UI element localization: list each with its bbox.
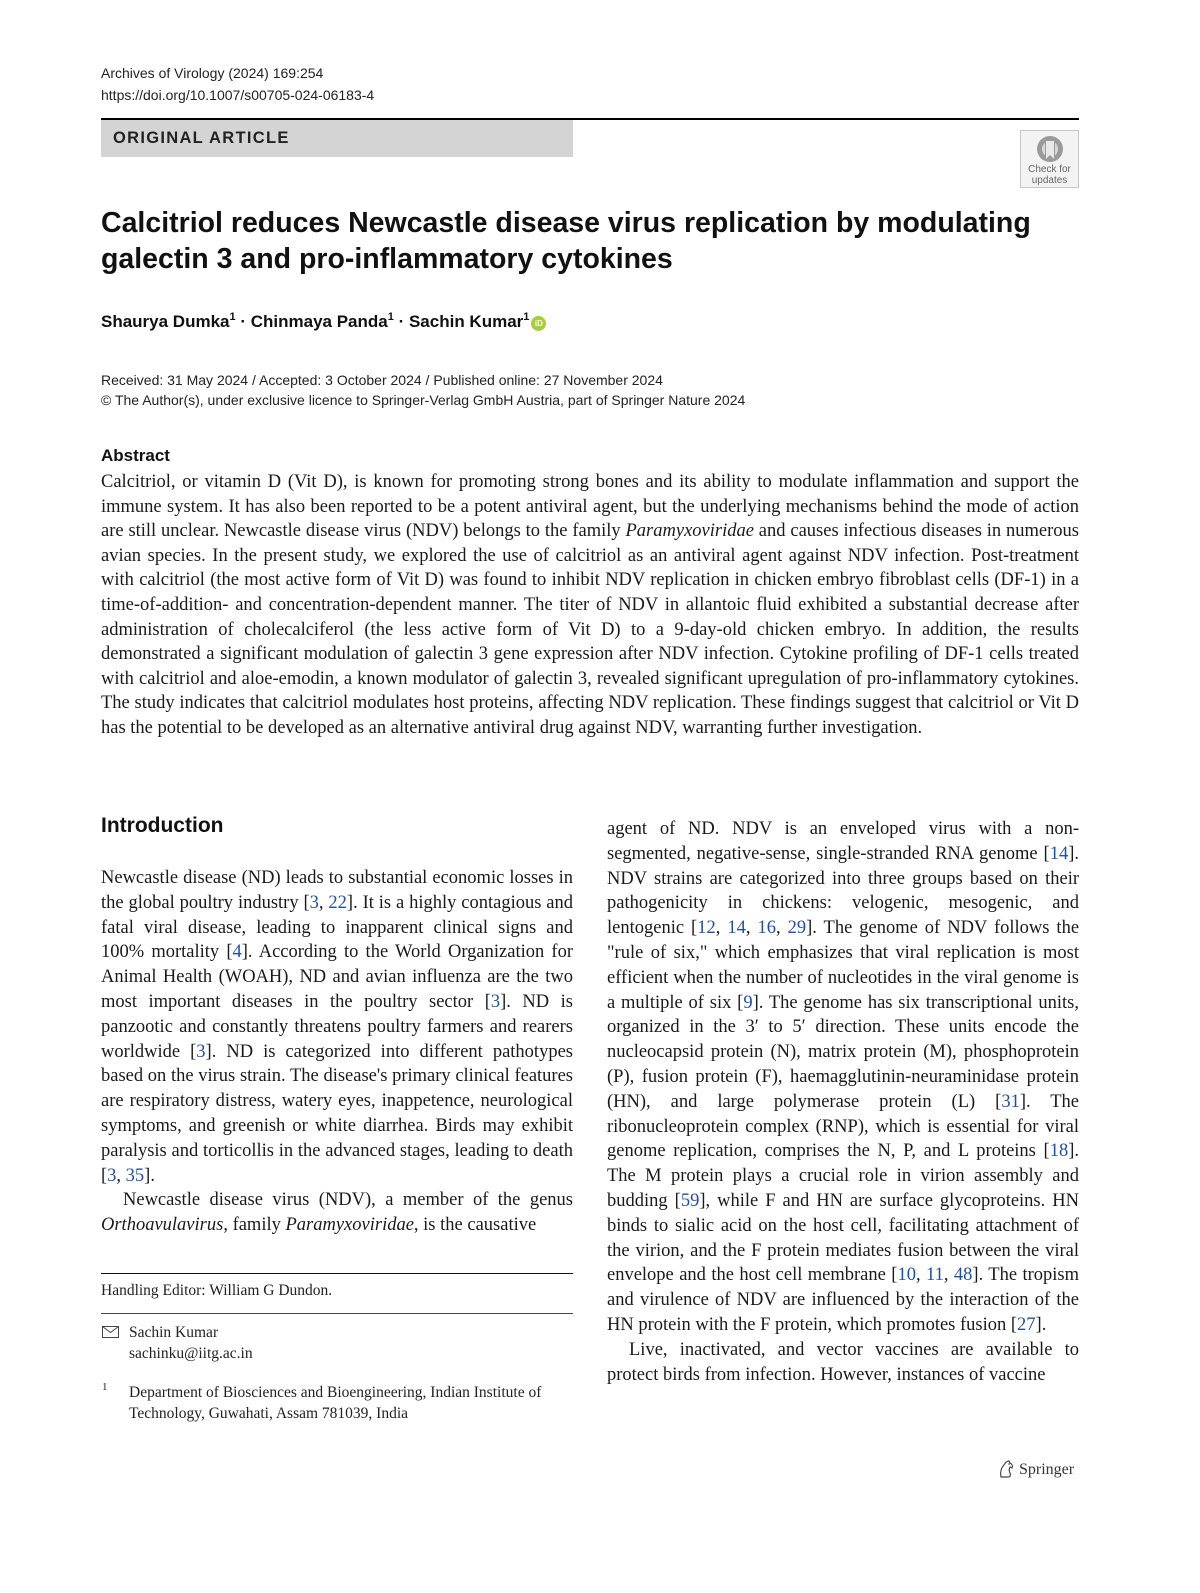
- citation-link[interactable]: 35: [125, 1165, 145, 1186]
- footnote-rule: [101, 1273, 573, 1274]
- journal-citation: Archives of Virology (2024) 169:254: [101, 65, 324, 81]
- body-column-right: [607, 817, 1079, 1387]
- citation-link[interactable]: 18: [1049, 1141, 1069, 1162]
- check-for-updates-label: Check for updates: [1028, 164, 1071, 186]
- citation-link[interactable]: 11: [926, 1265, 944, 1286]
- intro-paragraph: Newcastle disease (ND) leads to substantial economic losses in the global poultry industry [3, 22]. It is a highly contagious and fatal viral disease, leading to inapparent clinical signs and 100% mortality [4]. According to the World Organization for Animal Health (WOAH), ND and avian influenza are the two most important diseases in the poultry sector [3]. ND is panzootic and constantly threatens poultry farmers and rearers worldwide [3]. ND is categorized into different pathotypes based on the virus strain. The disease's primary clinical features are respiratory distress, watery eyes, inappetence, neurological symptoms, and greenish or white diarrhea. Birds may exhibit paralysis and torticollis in the advanced stages, leading to death [3, 35].: [101, 868, 574, 1186]
- author-affiliation-mark: 1: [523, 311, 530, 323]
- check-for-updates-icon: [1035, 134, 1065, 164]
- abstract-text: Calcitriol, or vitamin D (Vit D), is known for promoting strong bones and its ability to modulate inflammation and support the immune system. It has also been reported to be a potent antiviral agent, but the underlying mechanisms behind the mode of action are still unclear. Newcastle disease virus (NDV) belongs to the family Paramyxoviridae and causes infectious diseases in numerous avian species. In the present study, we explored the use of calcitriol as an antiviral agent against NDV infection. Post-treatment with calcitriol (the most active form of Vit D) was found to inhibit NDV replication in chicken embryo fibroblast cells (DF-1) in a time-of-addition- and concentration-dependent manner. The titer of NDV in allantoic fluid exhibited a substantial decrease after administration of cholecalciferol (the less active form of Vit D) to a 9-day-old chicken embryo. In addition, the results demonstrated a significant modulation of galectin 3 gene expression after NDV infection. Cytokine profiling of DF-1 cells treated with calcitriol and aloe-emodin, a known modulator of galectin 3, revealed significant upregulation of pro-inflammatory cytokines. The study indicates that calcitriol modulates host proteins, affecting NDV replication. These findings suggest that calcitriol or Vit D has the potential to be developed as an alternative antiviral drug against NDV, warranting further investigation.: [101, 472, 1079, 738]
- corresponding-author-name: Sachin Kumar: [129, 1324, 219, 1341]
- dates-line: Received: 31 May 2024 / Accepted: 3 October 2024 / Published online: 27 November 2024: [101, 372, 663, 388]
- introduction-heading: Introduction: [101, 814, 224, 837]
- body-column-left: [101, 866, 573, 1238]
- author-affiliation-mark: 1: [387, 311, 394, 323]
- affiliation-number: 1: [102, 1381, 108, 1393]
- author-list: [101, 311, 546, 332]
- citation-link[interactable]: 14: [727, 918, 746, 939]
- author-name[interactable]: Shaurya Dumka: [101, 312, 230, 331]
- orcid-icon[interactable]: iD: [531, 316, 546, 331]
- citation-link[interactable]: 10: [897, 1265, 916, 1286]
- citation-link[interactable]: 9: [743, 992, 753, 1013]
- citation-link[interactable]: 48: [953, 1265, 973, 1286]
- intro-paragraph-part: Newcastle disease virus (NDV), a member of the genus Orthoavulavirus, family Paramyxoviridae, is the causative: [101, 1190, 573, 1236]
- copyright-line: © The Author(s), under exclusive licence to Springer-Verlag GmbH Austria, part of Springer Nature 2024: [101, 392, 746, 408]
- corresponding-author-email[interactable]: sachinku@iitg.ac.in: [129, 1345, 253, 1362]
- intro-paragraph: Live, inactivated, and vector vaccines are available to protect birds from infection. However, instances of vaccine: [607, 1339, 1079, 1385]
- intro-paragraph-continued: [607, 817, 1079, 1338]
- author-separator: ·: [393, 312, 409, 331]
- intro-paragraph-part: agent of ND. NDV is an enveloped virus with a non-segmented, negative-sense, single-stranded RNA genome [14]. NDV strains are categorized into three groups based on their pathogenicity in chickens: velogenic, mesogenic, and lentogenic [12, 14, 16, 29]. The genome of NDV follows the "rule of six," which emphasizes that viral replication is most efficient when the number of nucleotides in the viral genome is a multiple of six [9]. The genome has six transcriptional units, organized in the 3′ to 5′ direction. These units encode the nucleocapsid protein (N), matrix protein (M), phosphoprotein (P), fusion protein (F), haemagglutinin-neuraminidase protein (HN), and large polymerase protein (L) [31]. The ribonucleoprotein complex (RNP), which is essential for viral genome replication, comprises the N, P, and L proteins [18]. The M protein plays a crucial role in virion assembly and budding [59], while F and HN are surface glycoproteins. HN binds to sialic acid on the host cell, facilitating attachment of the virion, and the F protein mediates fusion between the viral envelope and the host cell membrane [10, 11, 48]. The tropism and virulence of NDV are influenced by the interaction of the HN protein with the F protein, which promotes fusion [27].: [607, 819, 1080, 1335]
- author-affiliation-mark: 1: [229, 311, 236, 323]
- envelope-icon: [102, 1326, 119, 1338]
- author-separator: ·: [235, 312, 251, 331]
- springer-horse-icon: [996, 1459, 1016, 1479]
- citation-link[interactable]: 29: [787, 918, 807, 939]
- article-title: Calcitriol reduces Newcastle disease virus replication by modulating galectin 3 and pro-inflammatory cytokines: [101, 207, 1031, 275]
- publisher-name: Springer: [1019, 1461, 1075, 1478]
- doi-link[interactable]: https://doi.org/10.1007/s00705-024-06183-4: [101, 87, 375, 103]
- citation-link[interactable]: 59: [680, 1190, 700, 1211]
- publication-dates: [101, 370, 745, 410]
- citation-link[interactable]: 3: [107, 1165, 117, 1186]
- citation-link[interactable]: 27: [1017, 1314, 1036, 1335]
- check-for-updates-button[interactable]: [1020, 130, 1079, 188]
- footnote-rule: [101, 1313, 573, 1314]
- citation-link[interactable]: 31: [1001, 1091, 1020, 1112]
- citation-link[interactable]: 16: [757, 918, 776, 939]
- citation-link[interactable]: 14: [1049, 843, 1069, 864]
- intro-paragraph: [101, 1188, 573, 1238]
- citation-link[interactable]: 3: [196, 1041, 206, 1062]
- journal-header: [101, 62, 374, 106]
- author-name[interactable]: Sachin Kumar: [408, 312, 524, 331]
- article-type-band: [101, 120, 573, 157]
- abstract-heading: Abstract: [101, 446, 170, 465]
- article-type-label: ORIGINAL ARTICLE: [113, 129, 290, 147]
- affiliation-text: Department of Biosciences and Bioengineering, Indian Institute of Technology, Guwahati, Assam 781039, India: [129, 1384, 542, 1422]
- author-name[interactable]: Chinmaya Panda: [250, 312, 388, 331]
- citation-link[interactable]: 3: [490, 991, 501, 1012]
- citation-link[interactable]: 3: [309, 892, 319, 913]
- citation-link[interactable]: 12: [697, 918, 716, 939]
- publisher-logo: [996, 1459, 1074, 1479]
- corresponding-author: [129, 1322, 253, 1364]
- citation-link[interactable]: 4: [232, 942, 242, 963]
- citation-link[interactable]: 22: [328, 892, 347, 913]
- handling-editor-note: Handling Editor: William G Dundon.: [101, 1282, 333, 1299]
